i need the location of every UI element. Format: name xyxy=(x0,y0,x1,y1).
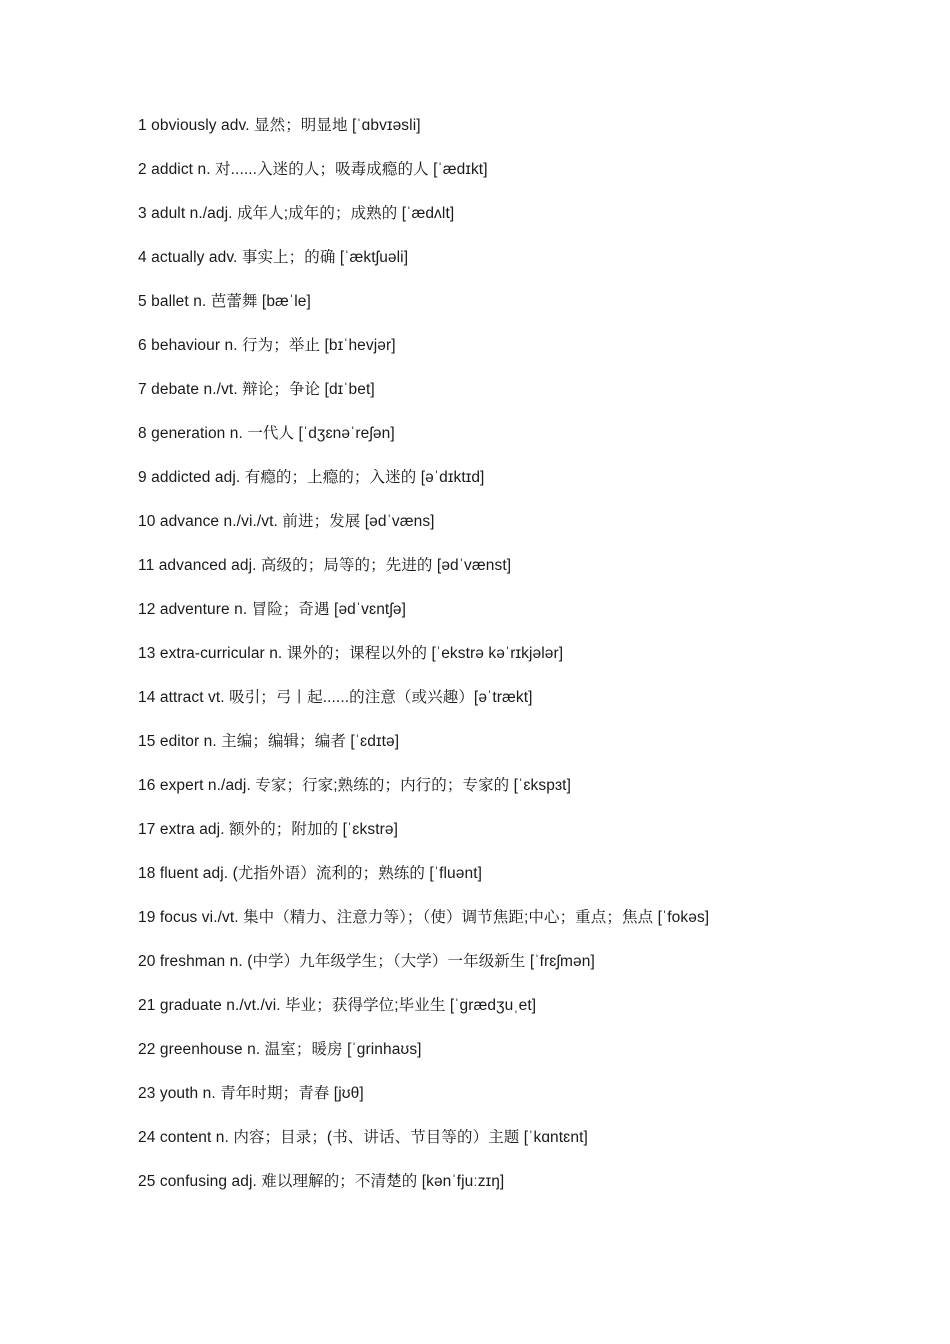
list-item: 21 graduate n./vt./vi. 毕业；获得学位;毕业生 [ˈgrædʒuˌet] xyxy=(138,997,537,1014)
list-item: 6 behaviour n. 行为；举止 [bɪˈhevjər] xyxy=(138,337,396,354)
list-item: 20 freshman n. (中学）九年级学生；（大学）一年级新生 [ˈfrɛʃmən] xyxy=(138,953,595,970)
list-item: 10 advance n./vi./vt. 前进；发展 [ədˈvæns] xyxy=(138,513,435,530)
list-item: 8 generation n. 一代人 [ˈdʒɛnəˈreʃən] xyxy=(138,425,395,442)
list-item: 19 focus vi./vt. 集中（精力、注意力等）；（使）调节焦距;中心；重点；焦点 [ˈfokəs] xyxy=(138,909,710,926)
list-item: 24 content n. 内容；目录；(书、讲话、节目等的）主题 [ˈkɑntɛnt] xyxy=(138,1129,588,1146)
list-item: 3 adult n./adj. 成年人;成年的；成熟的 [ˈædʌlt] xyxy=(138,205,455,222)
list-item: 12 adventure n. 冒险；奇遇 [ədˈvɛntʃə] xyxy=(138,601,406,618)
list-item: 25 confusing adj. 难以理解的；不清楚的 [kənˈfjuːzɪŋ] xyxy=(138,1173,505,1190)
list-item: 23 youth n. 青年时期；青春 [jʊθ] xyxy=(138,1085,364,1102)
list-item: 14 attract vt. 吸引；弓丨起......的注意（或兴趣）[əˈtrækt] xyxy=(138,689,533,706)
list-item: 4 actually adv. 事实上；的确 [ˈæktʃuəli] xyxy=(138,249,409,266)
list-item: 7 debate n./vt. 辩论；争论 [dɪˈbet] xyxy=(138,381,375,398)
list-item: 16 expert n./adj. 专家；行家;熟练的；内行的；专家的 [ˈɛkspɜt] xyxy=(138,777,571,794)
list-item: 22 greenhouse n. 温室；暖房 [ˈgrinhaʊs] xyxy=(138,1041,422,1058)
list-item: 13 extra-curricular n. 课外的；课程以外的 [ˈekstrə kəˈrɪkjələr] xyxy=(138,645,564,662)
vocabulary-list xyxy=(138,118,830,1190)
list-item: 15 editor n. 主编；编辑；编者 [ˈɛdɪtə] xyxy=(138,733,400,750)
list-item: 2 addict n. 对......入迷的人；吸毒成瘾的人 [ˈædɪkt] xyxy=(138,161,488,178)
list-item: 18 fluent adj. (尤指外语）流利的；熟练的 [ˈfluənt] xyxy=(138,865,483,882)
list-item: 5 ballet n. 芭蕾舞 [bæˈle] xyxy=(138,293,311,310)
list-item: 11 advanced adj. 高级的；局等的；先进的 [ədˈvænst] xyxy=(138,557,512,574)
list-item: 17 extra adj. 额外的；附加的 [ˈɛkstrə] xyxy=(138,821,398,838)
list-item: 9 addicted adj. 有瘾的；上瘾的；入迷的 [əˈdɪktɪd] xyxy=(138,469,485,486)
list-item: 1 obviously adv. 显然；明显地 [ˈɑbvɪəsli] xyxy=(138,117,421,134)
